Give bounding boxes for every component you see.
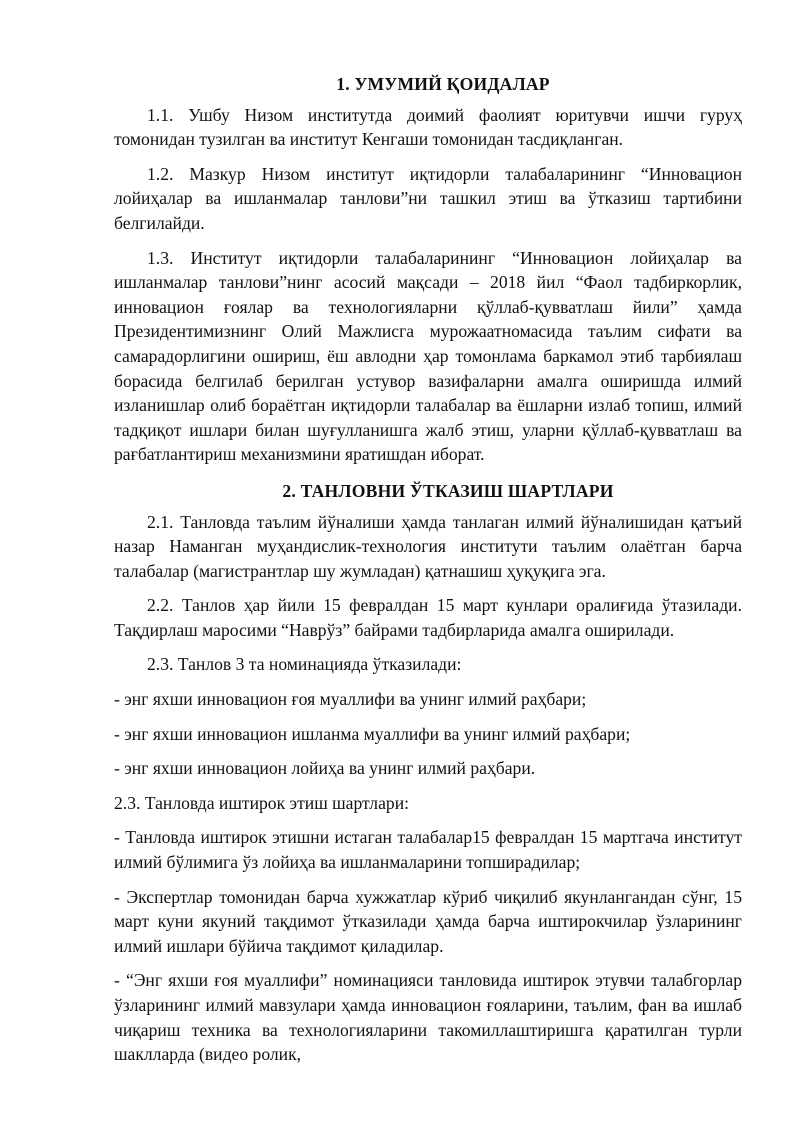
document-page xyxy=(114,72,742,1077)
list-item: - энг яхши инновацион ғоя муаллифи ва унинг илмий раҳбари; xyxy=(114,689,587,710)
paragraph-1-1: 1.1. Ушбу Низом институтда доимий фаолият юритувчи ишчи гуруҳ томонидан тузилган ва институт Кенгаши томонидан тасдиқланган. xyxy=(114,104,742,150)
paragraph-2-2: 2.2. Танлов ҳар йили 15 февралдан 15 март кунлари оралиғида ўтазилади. Тақдирлаш маросими “Наврўз” байрами тадбирларида амалга оширилади. xyxy=(114,595,742,640)
paragraph-1-3: 1.3. Институт иқтидорли талабаларининг “Инновацион лойиҳалар ва ишланмалар танлови”нинг асосий мақсади – 2018 йил “Фаол тадбиркорлик, инновацион ғоялар ва технологияларни қўллаб-қувватлаш йили” ҳамда Президентимизнинг Олий Мажлисга мурожаатномасида таълим сифати ва самарадорлигини ошириш, ёш авлодни ҳар томонлама баркамол этиб тарбиялаш борасида белгилаб берилган устувор вазифаларни амалга оширишда илмий изланишлар олиб бораётган иқтидорли талабалар ва ёшларни излаб топиш, илмий тадқиқот ишлари билан шуғулланишга жалб этиш, уларни қўллаб-қувватлаш ва рағбатлантириш механизмини яратишдан иборат. xyxy=(114,247,742,465)
list-item: - энг яхши инновацион ишланма муаллифи ва унинг илмий раҳбари; xyxy=(114,723,631,744)
list-item: - “Энг яхши ғоя муаллифи” номинацияси танловида иштирок этувчи талабгорлар ўзларининг илмий мавзулари ҳамда инновацион ғояларини, таълим, фан ва ишлаб чиқариш техника ва технологияларини такомиллаштиришга қаратилган турли шаклларда (видео ролик, xyxy=(114,970,742,1065)
paragraph-1-2: 1.2. Мазкур Низом институт иқтидорли талабаларининг “Инновацион лойиҳалар ва ишланмалар танлови”ни ташкил этиш ва ўтказиш тартибини белгилайди. xyxy=(114,163,742,233)
paragraph-2-1: 2.1. Танловда таълим йўналиши ҳамда танлаган илмий йўналишидан қатъий назар Наманган муҳандислик-технология институти таълим олаётган барча талабалар (магистрантлар шу жумладан) қатнашиш ҳуқуқига эга. xyxy=(114,511,742,581)
list-item: - Танловда иштирок этишни истаган талабалар15 февралдан 15 мартгача институт илмий бўлимига ўз лойиҳа ва ишланмаларини топширадилар; xyxy=(114,827,742,873)
section-2-title: 2. ТАНЛОВНИ ЎТКАЗИШ ШАРТЛАРИ xyxy=(282,480,614,501)
section-1-title: 1. УМУМИЙ ҚОИДАЛАР xyxy=(336,74,550,94)
subsection-heading: 2.3. Танловда иштирок этиш шартлари: xyxy=(114,792,409,813)
paragraph-2-3: 2.3. Танлов 3 та номинацияда ўтказилади: xyxy=(147,654,462,675)
list-item: - энг яхши инновацион лойиҳа ва унинг илмий раҳбари. xyxy=(114,758,536,779)
list-item: - Экспертлар томонидан барча хужжатлар кўриб чиқилиб якунлангандан сўнг, 15 март куни якуний тақдимот ўтказилади ҳамда барча иштирокчилар ўзларининг илмий ишлари бўйича тақдимот қиладилар. xyxy=(114,886,742,956)
